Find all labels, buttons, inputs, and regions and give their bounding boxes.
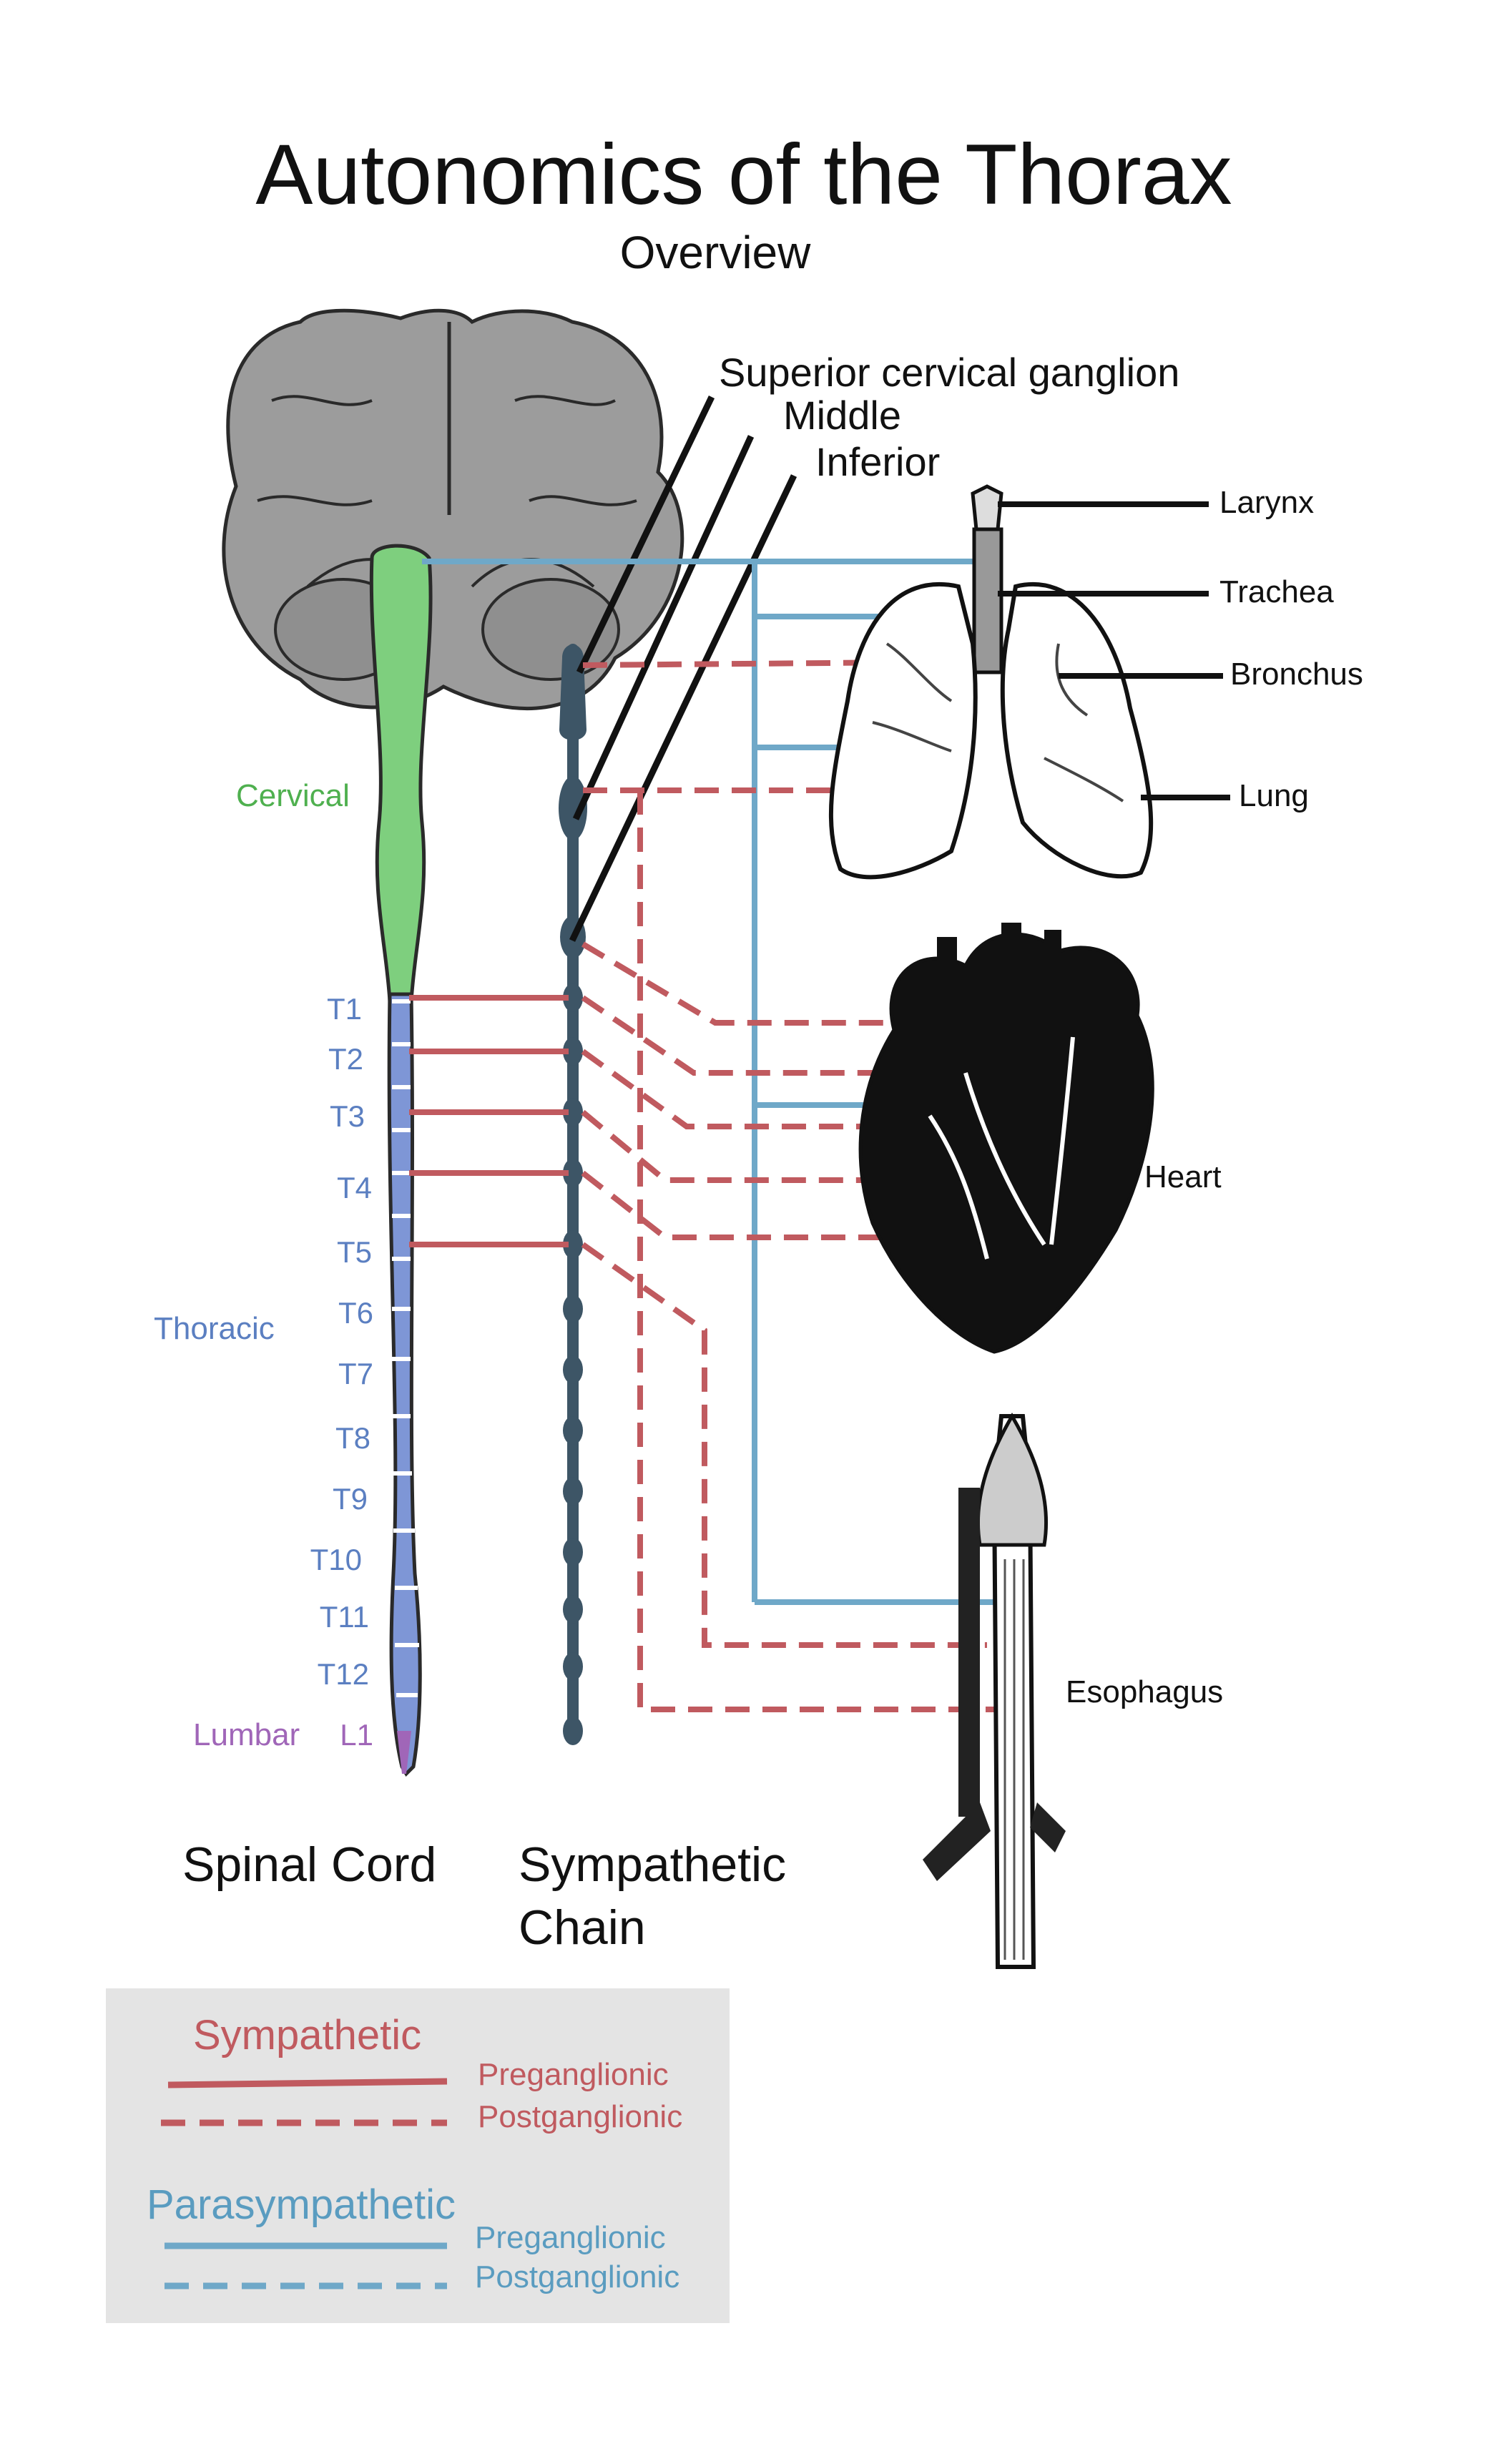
segment-label: T11 bbox=[319, 1600, 369, 1634]
superior-cervical-ganglion-label: Superior cervical ganglion bbox=[719, 350, 1180, 395]
legend-sympathetic-title: Sympathetic bbox=[193, 2012, 422, 2058]
esophagus-label: Esophagus bbox=[1066, 1674, 1224, 1709]
legend bbox=[106, 1988, 730, 2323]
segment-label: T2 bbox=[328, 1042, 363, 1076]
legend-sympathetic-pre-line bbox=[168, 2081, 447, 2085]
cervical-region-label: Cervical bbox=[236, 778, 350, 813]
legend-parasympathetic-title: Parasympathetic bbox=[147, 2181, 456, 2228]
segment-label: T6 bbox=[338, 1296, 373, 1330]
larynx-label: Larynx bbox=[1219, 485, 1315, 520]
lungs-illustration bbox=[831, 486, 1151, 877]
sympathetic-chain-label-line1: Sympathetic bbox=[519, 1837, 787, 1892]
thoracic-segment-labels bbox=[310, 992, 373, 1752]
thoracic-region-label: Thoracic bbox=[154, 1311, 275, 1346]
heart-label: Heart bbox=[1144, 1159, 1222, 1194]
sympathetic-chain-label-line2: Chain bbox=[519, 1900, 646, 1955]
segment-label: T4 bbox=[336, 1171, 372, 1204]
segment-label: T12 bbox=[317, 1657, 369, 1691]
spinal-cord-label: Spinal Cord bbox=[182, 1837, 437, 1892]
inferior-ganglion-label: Inferior bbox=[815, 439, 941, 484]
legend-parasympathetic-post-label: Postganglionic bbox=[475, 2259, 680, 2294]
page-subtitle: Overview bbox=[619, 227, 811, 278]
bronchus-label: Bronchus bbox=[1230, 657, 1363, 692]
trachea-label: Trachea bbox=[1219, 574, 1334, 609]
spinal-cord bbox=[371, 546, 431, 1774]
segment-label: T7 bbox=[338, 1357, 373, 1390]
heart-illustration bbox=[860, 923, 1152, 1352]
middle-ganglion-label: Middle bbox=[783, 393, 901, 438]
page-title: Autonomics of the Thorax bbox=[255, 127, 1232, 222]
segment-label: T8 bbox=[335, 1421, 370, 1455]
lumbar-region-label: Lumbar bbox=[193, 1717, 300, 1752]
legend-parasympathetic-pre-label: Preganglionic bbox=[475, 2220, 666, 2255]
segment-label: T3 bbox=[329, 1099, 365, 1133]
segment-label: T10 bbox=[310, 1543, 362, 1576]
segment-label: T5 bbox=[336, 1235, 372, 1269]
lung-label: Lung bbox=[1239, 778, 1309, 813]
segment-label-l1: L1 bbox=[340, 1718, 373, 1752]
segment-label: T9 bbox=[332, 1482, 368, 1516]
legend-sympathetic-post-label: Postganglionic bbox=[478, 2099, 683, 2134]
esophagus-illustration bbox=[923, 1416, 1066, 1967]
legend-sympathetic-pre-label: Preganglionic bbox=[478, 2057, 669, 2092]
segment-label: T1 bbox=[326, 992, 362, 1026]
sympathetic-preganglionic-fibers bbox=[409, 998, 569, 1245]
brain-illustration bbox=[224, 310, 682, 708]
